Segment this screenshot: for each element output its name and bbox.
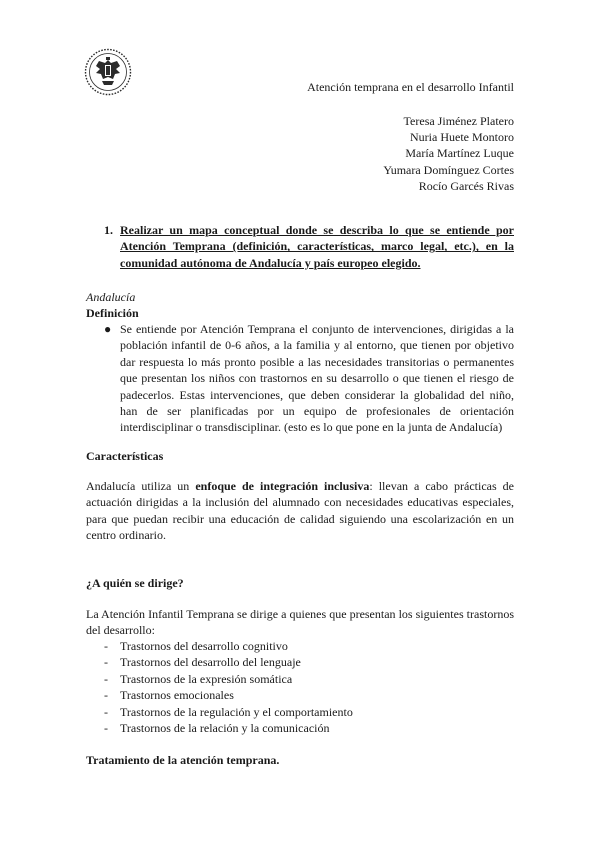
list-item [86,671,514,687]
bullet-icon: ● [104,322,112,336]
dash-marker: - [104,704,108,719]
dash-marker: - [104,671,108,686]
disorder-item: Trastornos del desarrollo del lenguaje [120,655,301,670]
disorder-item: Trastornos de la regulación y el comportamiento [120,704,353,719]
characteristics-text-rest: : llevan a cabo prácticas de actuación dirigidas a la inclusión del alumnado con necesidades educativas especiales, para que puedan recibir una educación de calidad siguiendo una escolarización en un centro ordinario. [86,479,514,543]
list-item [86,720,514,736]
region-label: Andalucía [86,290,136,304]
characteristics-paragraph [86,478,514,544]
author-name: Rocío Garcés Rivas [418,178,514,193]
dash-marker: - [104,721,108,736]
list-item [86,687,514,703]
list-item [86,321,514,436]
task-text-end: . [417,255,421,270]
task-text [120,222,514,271]
author-name: Teresa Jiménez Platero [403,114,514,128]
list-item [86,704,514,720]
disorder-item: Trastornos de la expresión somática [120,671,293,686]
disorder-item: Trastornos del desarrollo cognitivo [120,639,288,653]
disorder-item: Trastornos de la relación y la comunicación [120,721,330,736]
disorder-item: Trastornos emocionales [120,688,234,703]
document-header-title: Atención temprana en el desarrollo Infantil [307,80,514,94]
disorders-section [86,638,514,736]
university-crest-logo [84,48,132,96]
definition-text: Se entiende por Atención Temprana el conjunto de intervenciones, dirigidas a la población infantil de 0-6 años, a la familia y al entorno, que tienen por objetivo dar respuesta lo más pronto posible a las necesidades transitorias o permanentes que presentan los niños con trastornos en su desarrollo o que tienen el riesgo de padecerlos. Estas intervenciones, que deben considerar la globalidad del niño, han de ser planificadas por un equipo de profesionales de orientación interdisciplinar o transdisciplinar. (esto es lo que pone en la junta de Andalucía) [120,322,514,435]
treatment-heading: Tratamiento de la atención temprana. [86,753,280,767]
task-statement [86,222,514,271]
definition-section [86,321,514,436]
audience-heading: ¿A quién se dirige? [86,576,184,590]
list-item [86,638,514,654]
dash-marker: - [104,655,108,670]
characteristics-heading: Características [86,449,164,463]
audience-intro: La Atención Infantil Temprana se dirige a quienes que presentan los siguientes trastornos del desarrollo: [86,607,514,638]
characteristics-highlight: enfoque de integración inclusiva [195,479,370,493]
dash-marker: - [104,639,108,653]
disorders-list [86,638,514,736]
author-name: María Martínez Luque [405,146,514,161]
author-name: Yumara Domínguez Cortes [383,162,514,177]
author-list [383,113,514,194]
characteristics-text-start: Andalucía utiliza un [86,479,196,493]
definition-list [86,321,514,436]
list-item [86,654,514,670]
author-name: Nuria Huete Montoro [410,130,514,145]
task-number: 1. [104,223,113,237]
dash-marker: - [104,688,108,703]
task-text-main: Realizar un mapa conceptual donde se describa lo que se entiende por Atención Temprana (definición, características, marco legal, etc.), en la comunidad autónoma de Andalucía y país europeo elegido [120,223,514,270]
definition-heading: Definición [86,306,139,320]
